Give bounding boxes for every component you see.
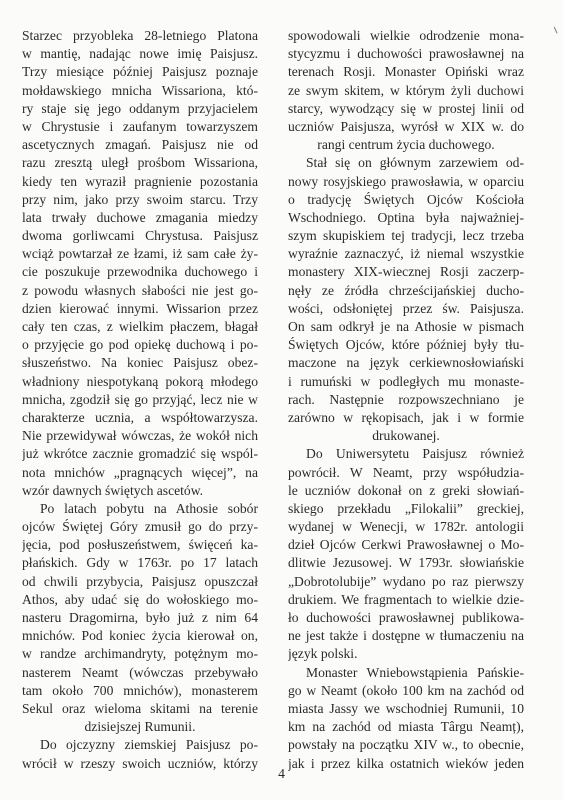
text-line: Wschodniego. Optina była najważniej- [288, 209, 524, 225]
text-line: z powodu własnych słabości nie jest go- [22, 282, 258, 298]
text-line: nowy rosyjskiego prawosławia, w oparciu [288, 173, 524, 189]
text-line: Stał się on głównym zarzewiem od- [306, 155, 524, 171]
text-line: dzieł Ojców Cerkwi Prawosławnej o Mo- [288, 537, 524, 553]
text-line: Do ojczyzny ziemskiej Paisjusz po- [40, 737, 258, 753]
text-line: od chwili przybycia, Paisjusz opuszczał [22, 573, 258, 589]
text-line: uczniów Paisjusza, wyrósł w XIX w. do [288, 118, 524, 134]
text-line: drukowanej. [372, 428, 440, 444]
text-line: stycyzmu i duchowości prawosławnej na [288, 46, 524, 62]
text-line: w mantię, nadając nowe imię Paisjusz. [22, 46, 258, 62]
text-line: słuszeństwo. Na koniec Paisjusz obez- [22, 355, 258, 371]
text-line: kiedy ten wyraził pragnienie pozostania [22, 173, 258, 189]
text-line: nasteru Dragomirna, było już z nim 64 [22, 610, 258, 625]
text-line: charakterze ucznia, a współtowarzysza. [22, 409, 258, 425]
text-line: ascetycznych zmagań. Paisjusz nie od [22, 137, 258, 153]
text-line: Trzy miesiące później Paisjusz poznaje [22, 64, 258, 80]
text-line: zarówno w rękopisach, jak i w formie [288, 409, 524, 425]
text-line: i rumuński w podległych mu monaste- [288, 373, 524, 389]
text-line: go w Neamt (około 100 km na zachód od [288, 682, 524, 698]
text-line: przy nim, jako przy swoim starcu. Trzy [22, 191, 258, 207]
text-line: Nie przewidywał wówczas, że wokół nich [22, 428, 258, 444]
text-line: Po latach pobytu na Athosie sobór [40, 500, 258, 516]
left-text-column [22, 27, 258, 773]
text-line: wyraźnie zaznaczyć, iż niemal wszystkie [288, 246, 524, 262]
text-line: nota mnichów „pragnących więcej”, na [22, 464, 258, 480]
text-line: w randze archimandryty, potężnym mo- [22, 646, 258, 662]
text-line: tam około 700 mnichów), monasterem [22, 682, 258, 698]
text-line: Athos, aby udać się do wołoskiego mo- [22, 591, 258, 607]
text-line: drukiem. We fragmentach to wielkie dzie- [288, 591, 524, 607]
text-line: Starzec przyobleka 28-letniego Platona [22, 28, 258, 43]
text-line: o przyjęcie go pod opiekę duchową i po- [22, 337, 258, 353]
text-line: le uczniów dokonał on z greki słowiań- [288, 482, 524, 498]
text-line: ło duchowości prawosławnej publikowa- [288, 610, 524, 625]
text-line: On sam odkrył je na Athosie w pismach [288, 319, 524, 334]
text-line: płańskich. Gdy w 1763r. po 17 latach [22, 555, 258, 571]
text-line: rach. Następnie rozpowszechniano je [288, 391, 524, 407]
text-line: Do Uniwersytetu Paisjusz również [306, 446, 524, 462]
text-line: rangi centrum życia duchowego. [317, 137, 495, 153]
scan-edge-mark [554, 25, 561, 33]
text-line: mnicha, zgodził się go przyjąć, lecz nie w [22, 391, 258, 407]
text-line: dzisiejszej Rumunii. [84, 719, 196, 735]
right-text-column [288, 27, 524, 773]
text-line: dlitwie Jezusowej. W 1793r. słowiańskie [288, 555, 524, 571]
text-line: nasterem Neamt (wówczas przebywało [22, 664, 258, 680]
text-line: „Dobrotolubije” wydano po raz pierwszy [288, 573, 524, 589]
text-line: wydanej w Wenecji, w 1782r. antologii [288, 519, 524, 535]
text-line: dzien kierować innymi. Wissarion przez [22, 300, 258, 316]
text-line: mnichów. Pod koniec życia kierował on, [22, 628, 258, 644]
text-line: ojców Świętej Góry zmusił go do przy- [22, 519, 258, 535]
text-line: ze swym skitem, w którym żyli duchowi [288, 82, 524, 98]
text-line: spowodowali wielkie odrodzenie mona- [288, 28, 524, 43]
text-line: cie poszukuje przewodnika duchowego i [22, 264, 258, 280]
text-line: już wkrótce zacznie gromadzić się wspól- [22, 446, 258, 462]
text-line: terenach Rosji. Monaster Opiński wraz [288, 64, 524, 80]
text-line: jak i przez kilka ostatnich wieków jeden [288, 755, 524, 771]
text-line: o tradycję Świętych Ojców Kościoła [288, 191, 524, 207]
text-line: Świętych Ojców, które później były tłu- [288, 337, 524, 353]
text-line: powstały na początku XIV w., to obecnie, [288, 737, 524, 753]
text-line: wzór dawnych świętych ascetów. [22, 482, 204, 498]
text-line: cały ten czas, z wielkim płaczem, błagał [22, 319, 258, 334]
text-line: ry staje się jego oddanym przyjacielem [22, 100, 258, 116]
text-line: szym skupiskiem tej tradycji, lecz trzeba [288, 228, 524, 244]
page-number: 4 [278, 766, 285, 781]
text-line: maczone na język cerkiewnosłowiański [288, 355, 524, 371]
text-line: wciąż powtarzał ze łzami, iż sam całe ży- [22, 246, 258, 262]
text-line: dwoma gorliwcami Chrystusa. Paisjusz [22, 228, 258, 244]
text-line: ne jest także i dostępne w tłumaczeniu na [288, 628, 524, 644]
text-line: jęcia, pod posłuszeństwem, święceń ka- [22, 537, 258, 553]
text-line: km na zachód od miasta Târgu Neamț), [288, 719, 524, 735]
text-line: skiego przekładu „Filokalii” greckiej, [288, 500, 524, 516]
text-line: język polski. [288, 646, 358, 662]
text-line: władniony niespotykaną pokorą młodego [22, 373, 258, 389]
text-line: powrócił. W Neamt, przy współudzia- [288, 464, 524, 480]
text-line: razu zresztą uległ prośbom Wissariona, [22, 155, 258, 171]
text-line: wrócił w rzeszy swoich uczniów, którzy [22, 755, 258, 771]
text-line: lata trwały duchowe zmagania miedzy [22, 209, 258, 225]
text-line: Monaster Wniebowstąpienia Pańskie- [306, 664, 524, 680]
text-line: Sekul oraz wieloma skitami na terenie [22, 700, 258, 716]
text-line: starcy, wywodzący się w prostej linii od [288, 100, 524, 116]
text-line: monastery XIX-wiecznej Rosji zaczerp- [288, 264, 524, 280]
text-line: nęły ze źródła chrześcijańskiej ducho- [288, 282, 524, 298]
text-line: miasta Jassy we wschodniej Rumunii, 10 [288, 700, 524, 716]
text-line: wości, odsłoniętej przez św. Paisjusza. [288, 300, 524, 316]
text-line: w Chrystusie i zaufanym towarzyszem [22, 118, 258, 134]
text-line: mołdawskiego mnicha Wissariona, któ- [22, 82, 258, 98]
